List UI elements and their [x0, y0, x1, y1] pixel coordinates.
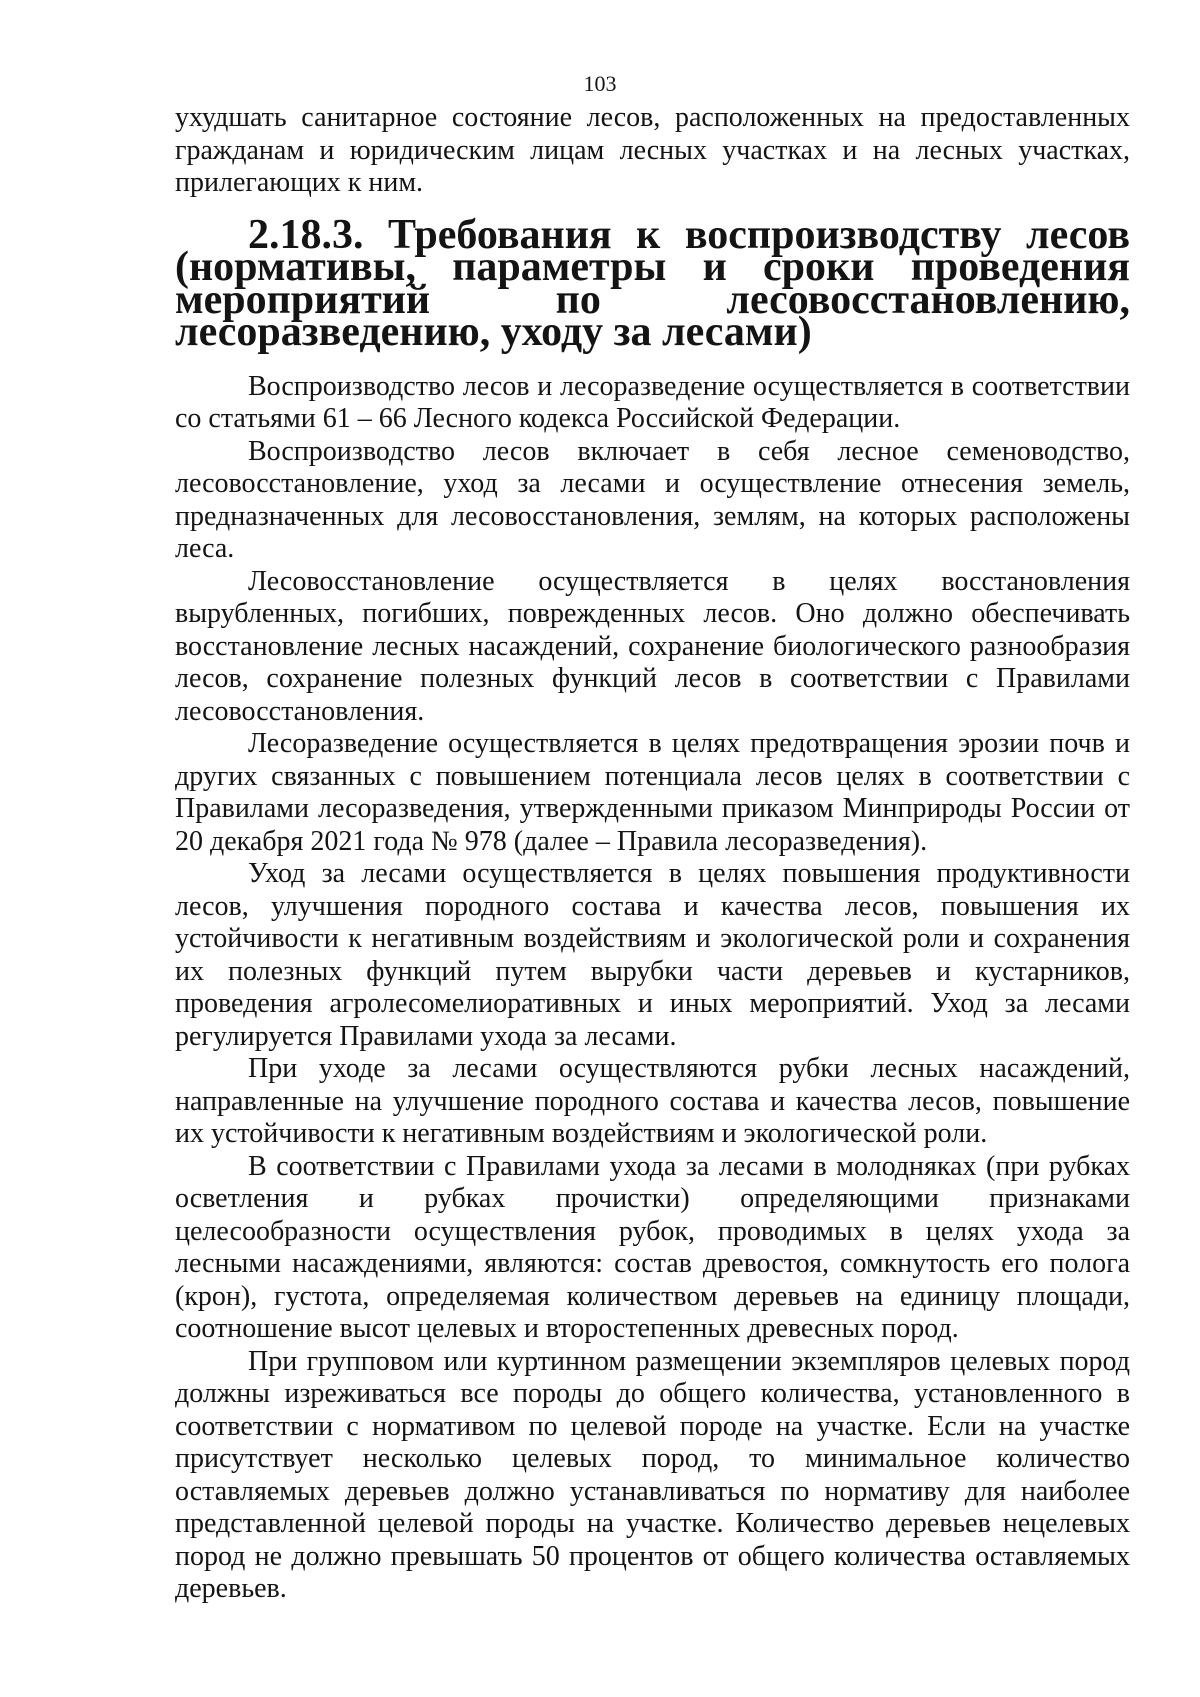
page-number: 103: [583, 71, 617, 96]
section-heading: 2.18.3. Требования к воспроизводству лесов (нормативы, параметры и сроки проведения мероприятий по лесовосстановлению, лесоразведению, уходу за лесами): [175, 211, 1130, 355]
paragraph-forest-care: Уход за лесами осуществляется в целях повышения продуктивности лесов, улучшения породного состава и качества лесов, повышения их устойчивости к негативным воздействиям и экологической роли и сохранения их полезных функций путем вырубки части деревьев и кустарников, проведения агролесомелиоративных и иных мероприятий. Уход за лесами регулируется Правилами ухода за лесами.: [175, 858, 1130, 1052]
paragraph-reproduction-scope: Воспроизводство лесов включает в себя лесное семеноводство, лесовосстановление, уход за лесами и осуществление отнесения земель, предназначенных для лесовосстановления, землям, на которых расположены леса.: [175, 435, 1130, 564]
paragraph-reproduction-basis: Воспроизводство лесов и лесоразведение осуществляется в соответствии со статьями 61 – 66 Лесного кодекса Российской Федерации.: [175, 370, 1130, 434]
continuation-paragraph: ухудшать санитарное состояние лесов, расположенных на предоставленных гражданам и юридическим лицам лесных участках и на лесных участках, прилегающих к ним.: [175, 102, 1130, 198]
paragraph-care-felling: При уходе за лесами осуществляются рубки лесных насаждений, направленные на улучшение породного состава и качества лесов, повышение их устойчивости к негативным воздействиям и экологической роли.: [175, 1053, 1130, 1149]
paragraph-young-stands-criteria: В соответствии с Правилами ухода за лесами в молодняках (при рубках осветления и рубках прочистки) определяющими признаками целесообразности осуществления рубок, проводимых в целях ухода за лесными насаждениями, являются: состав древостоя, сомкнутость его полога (крон), густота, определяемая количеством деревьев на единицу площади, соотношение высот целевых и второстепенных древесных пород.: [175, 1150, 1130, 1344]
document-body: [175, 102, 1130, 1606]
paragraph-group-placement: При групповом или куртинном размещении экземпляров целевых пород должны изреживаться все породы до общего количества, установленного в соответствии с нормативом по целевой породе на участке. Если на участке присутствует несколько целевых пород, то минимальное количество оставляемых деревьев должно устанавливаться по нормативу для наиболее представленной целевой породы на участке. Количество деревьев нецелевых пород не должно превышать 50 процентов от общего количества оставляемых деревьев.: [175, 1345, 1130, 1604]
paragraph-reforestation: Лесовосстановление осуществляется в целях восстановления вырубленных, погибших, поврежденных лесов. Оно должно обеспечивать восстановление лесных насаждений, сохранение биологического разнообразия лесов, сохранение полезных функций лесов в соответствии с Правилами лесовосстановления.: [175, 565, 1130, 727]
paragraph-afforestation: Лесоразведение осуществляется в целях предотвращения эрозии почв и других связанных с повышением потенциала лесов целях в соответствии с Правилами лесоразведения, утвержденными приказом Минприроды России от 20 декабря 2021 года № 978 (далее – Правила лесоразведения).: [175, 728, 1130, 857]
